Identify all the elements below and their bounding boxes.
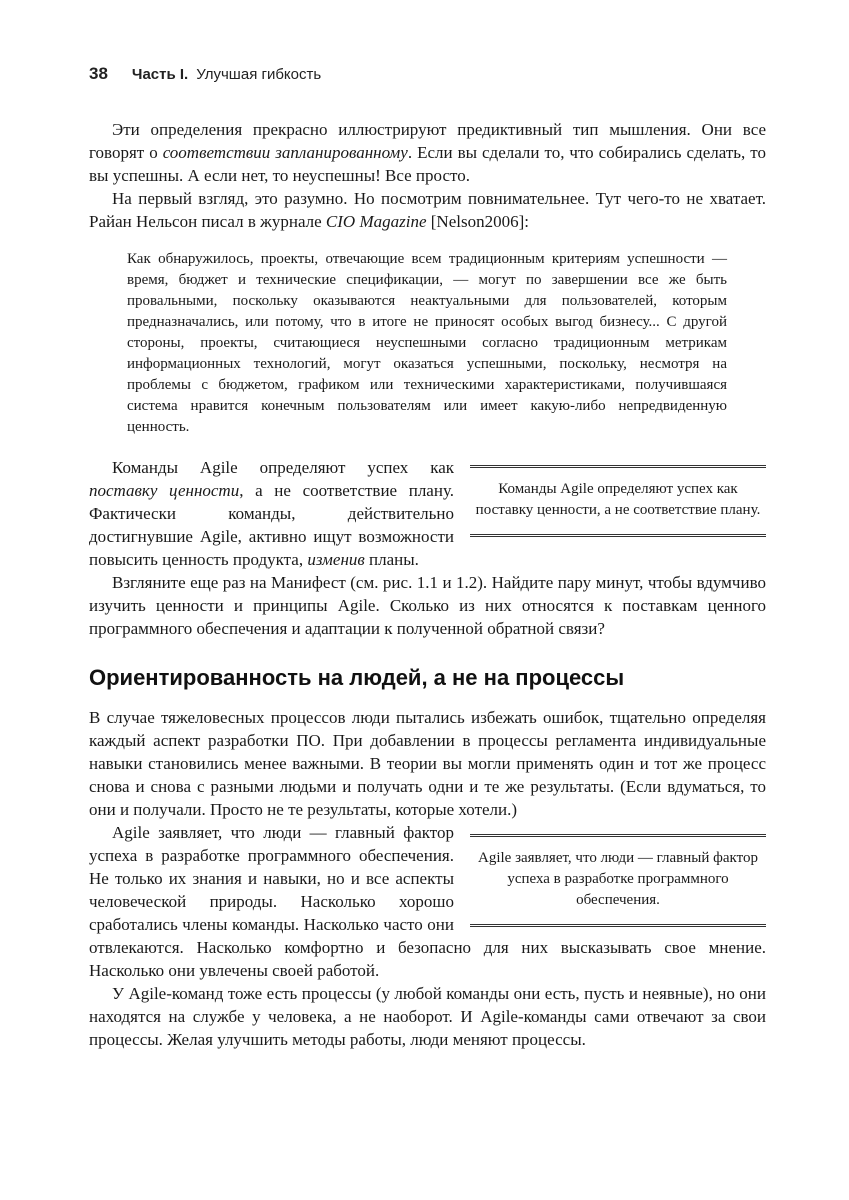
text-run: На первый взгляд, это разумно. Но посмотрим повнимательнее. Тут чего-то не хватает. Райан Нельсон писал в журнале bbox=[89, 189, 766, 231]
pull-quote-1: Команды Agile определяют успех как поставку ценности, а не соответствие плану. bbox=[470, 465, 766, 537]
text-run: планы. bbox=[364, 550, 419, 569]
text-run: [Nelson2006]: bbox=[426, 212, 529, 231]
text-run: , а не соответствие плану. Фактически команды, действительно достигнувшие Agile, активно ищут возможности повысить ценность продукта, bbox=[89, 481, 454, 569]
paragraph-1 bbox=[89, 118, 766, 187]
paragraph-2 bbox=[89, 187, 766, 233]
text-run: . Если вы сделали то, что собирались сделать, то вы успешны. А если нет, то неуспешны! Все просто. bbox=[89, 143, 766, 185]
running-header bbox=[89, 64, 321, 84]
section-heading: Ориентированность на людей, а не на процессы bbox=[89, 665, 625, 690]
paragraph-6: Agile заявляет, что люди — главный фактор успеха в разработке программного обеспечения. Не только их знания и навыки, но и все аспекты человеческой природы. Насколько хорошо сработались члены команды. Насколько часто они отвлекаются. Насколько комфортно и безопасно для них высказывать свое мнение. Насколько они увлечены своей работой. bbox=[89, 823, 766, 980]
paragraph-7: У Agile-команд тоже есть процессы (у любой команды они есть, пусть и неявные), но они находятся на службе у человека, а не наоборот. И Agile-команды сами отвечают за свои процессы. Желая улучшить методы работы, люди меняют процессы. bbox=[89, 984, 766, 1049]
part-title: Улучшая гибкость bbox=[196, 66, 322, 83]
sidebar-wrap-2 bbox=[89, 821, 766, 1051]
text-run: Команды Agile определяют успех как bbox=[112, 458, 454, 477]
pull-quote-2: Agile заявляет, что люди — главный фактор успеха в разработке программного обеспечения. bbox=[470, 834, 766, 927]
block-quote: Как обнаружилось, проекты, отвечающие всем традиционным критериям успешности — время, бюджет и технические спецификации, — могут по завершении все же быть провальными, поскольку оказываются неактуальными для пользователей, которым предназначались, или потому, что в итоге не приносят особых выгод бизнесу... С другой стороны, проекты, считающиеся неуспешными согласно традиционным метрикам информационных технологий, могут оказаться успешными, поскольку, несмотря на проблемы с бюджетом, графиком или техническими характеристиками, получившаяся система нравится конечным пользователям или имеет какую-либо непредвиденную ценность. bbox=[127, 251, 727, 435]
emphasis: CIO Magazine bbox=[325, 212, 427, 231]
emphasis: соответствии запланированному bbox=[162, 143, 408, 162]
page-number: 38 bbox=[89, 64, 108, 83]
emphasis: поставку ценности bbox=[89, 481, 240, 500]
paragraph-4: Взгляните еще раз на Манифест (см. рис. 1.1 и 1.2). Найдите пару минут, чтобы вдумчиво изучить ценности и принципы Agile. Сколько из них относятся к поставкам ценного программного обеспечения и адаптации к полученной обратной связи? bbox=[89, 573, 766, 638]
part-label: Часть I. bbox=[131, 66, 189, 83]
emphasis: изменив bbox=[307, 550, 365, 569]
page-body bbox=[89, 118, 766, 1051]
text-run: Эти определения прекрасно иллюстрируют предиктивный тип мышления. Они все говорят о bbox=[89, 120, 766, 162]
sidebar-wrap-1 bbox=[89, 456, 766, 640]
paragraph-5: В случае тяжеловесных процессов люди пытались избежать ошибок, тщательно определяя каждый аспект разработки ПО. При добавлении в процессы регламента индивидуальные навыки становились менее важными. В теории вы могли применять один и тот же процесс снова и снова с разными людьми и получать одни и те же результаты. (Если вдуматься, то они и получали. Просто не те результаты, которые хотели.) bbox=[89, 708, 766, 819]
